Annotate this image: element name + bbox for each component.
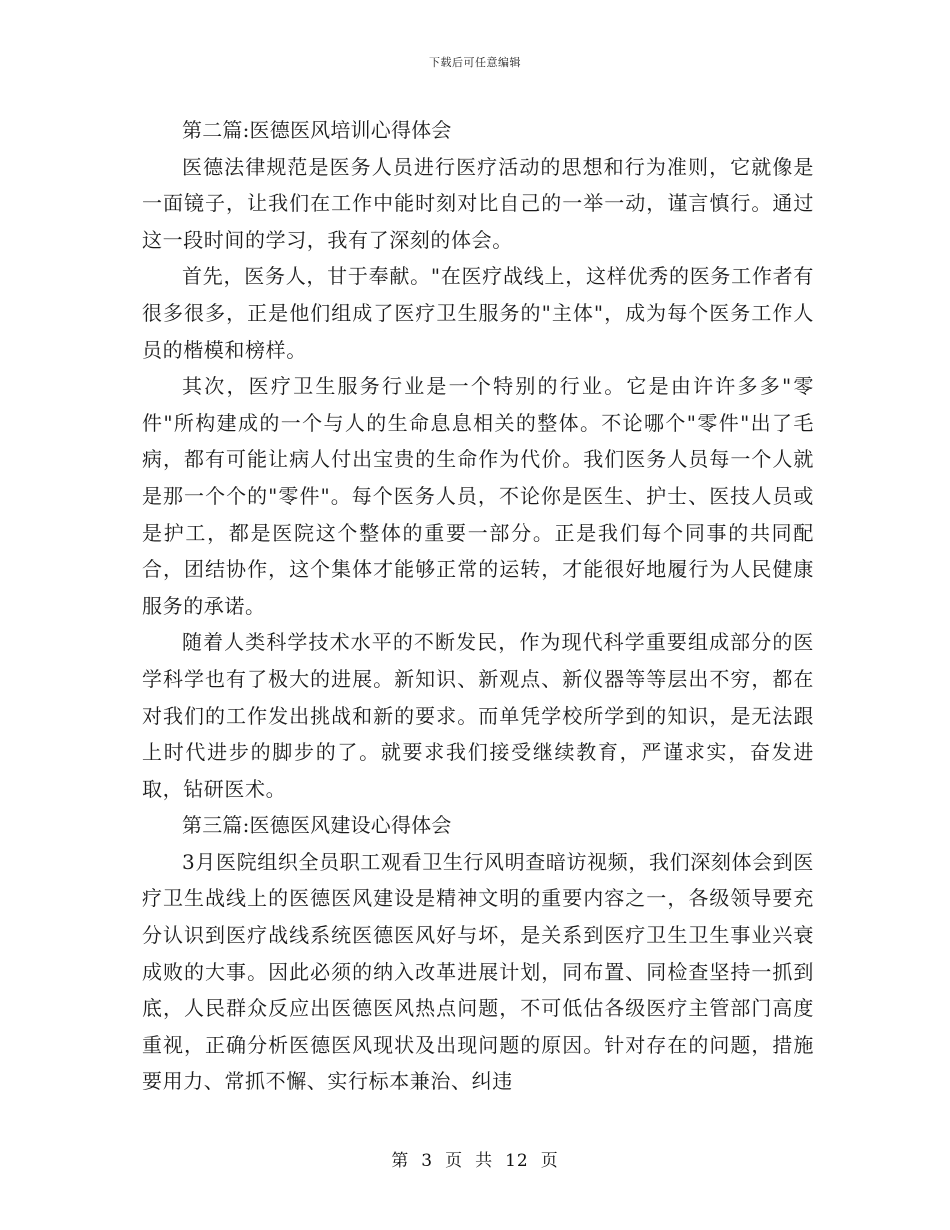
page-footer (0, 1146, 950, 1171)
paragraph: 3月医院组织全员职工观看卫生行风明查暗访视频，我们深刻体会到医疗卫生战线上的医德医风建设是精神文明的重要内容之一，各级领导要充分认识到医疗战线系统医德医风好与坏，是关系到医疗卫生卫生事业兴衰成败的大事。因此必须的纳入改革进展计划，同布置、同检查坚持一抓到底，人民群众反应出医德医风热点问题，不可低估各级医疗主管部门高度重视，正确分析医德医风现状及出现问题的原因。针对存在的问题，措施要用力、常抓不懈、实行标本兼治、纠违 (142, 849, 814, 1094)
paragraph: 医德法律规范是医务人员进行医疗活动的思想和行为准则，它就像是一面镜子，让我们在工作中能时刻对比自己的一举一动，谨言慎行。通过这一段时间的学习，我有了深刻的体会。 (142, 154, 814, 252)
document-body (142, 112, 814, 1100)
footer-prefix: 第 (391, 1151, 410, 1171)
total-pages-number: 12 (505, 1151, 529, 1171)
footer-connector: 共 (475, 1151, 494, 1171)
section-heading-3: 第三篇:医德医风建设心得体会 (182, 813, 452, 838)
footer-suffix: 页 (540, 1151, 559, 1171)
paragraph: 其次，医疗卫生服务行业是一个特别的行业。它是由许许多多"零件"所构建成的一个与人的生命息息相关的整体。不论哪个"零件"出了毛病，都有可能让病人付出宝贵的生命作为代价。我们医务人员每一个人就是那一个个的"零件"。每个医务人员，不论你是医生、护士、医技人员或是护工，都是医院这个整体的重要一部分。正是我们每个同事的共同配合，团结协作，这个集体才能够正常的运转，才能很好地履行为人民健康服务的承诺。 (142, 374, 814, 618)
page-header: 下载后可任意编辑 (429, 56, 521, 69)
paragraph: 首先，医务人，甘于奉献。"在医疗战线上，这样优秀的医务工作者有很多很多，正是他们组成了医疗卫生服务的"主体"，成为每个医务工作人员的楷模和榜样。 (142, 264, 814, 362)
paragraph: 随着人类科学技术水平的不断发民，作为现代科学重要组成部分的医学科学也有了极大的进展。新知识、新观点、新仪器等等层出不穷，都在对我们的工作发出挑战和新的要求。而单凭学校所学到的知识，是无法跟上时代进步的脚步的了。就要求我们接受继续教育，严谨求实，奋发进取，钻研医术。 (142, 630, 814, 801)
footer-middle: 页 (445, 1151, 464, 1171)
section-heading-2: 第二篇:医德医风培训心得体会 (182, 118, 452, 142)
current-page-number: 3 (421, 1151, 434, 1171)
